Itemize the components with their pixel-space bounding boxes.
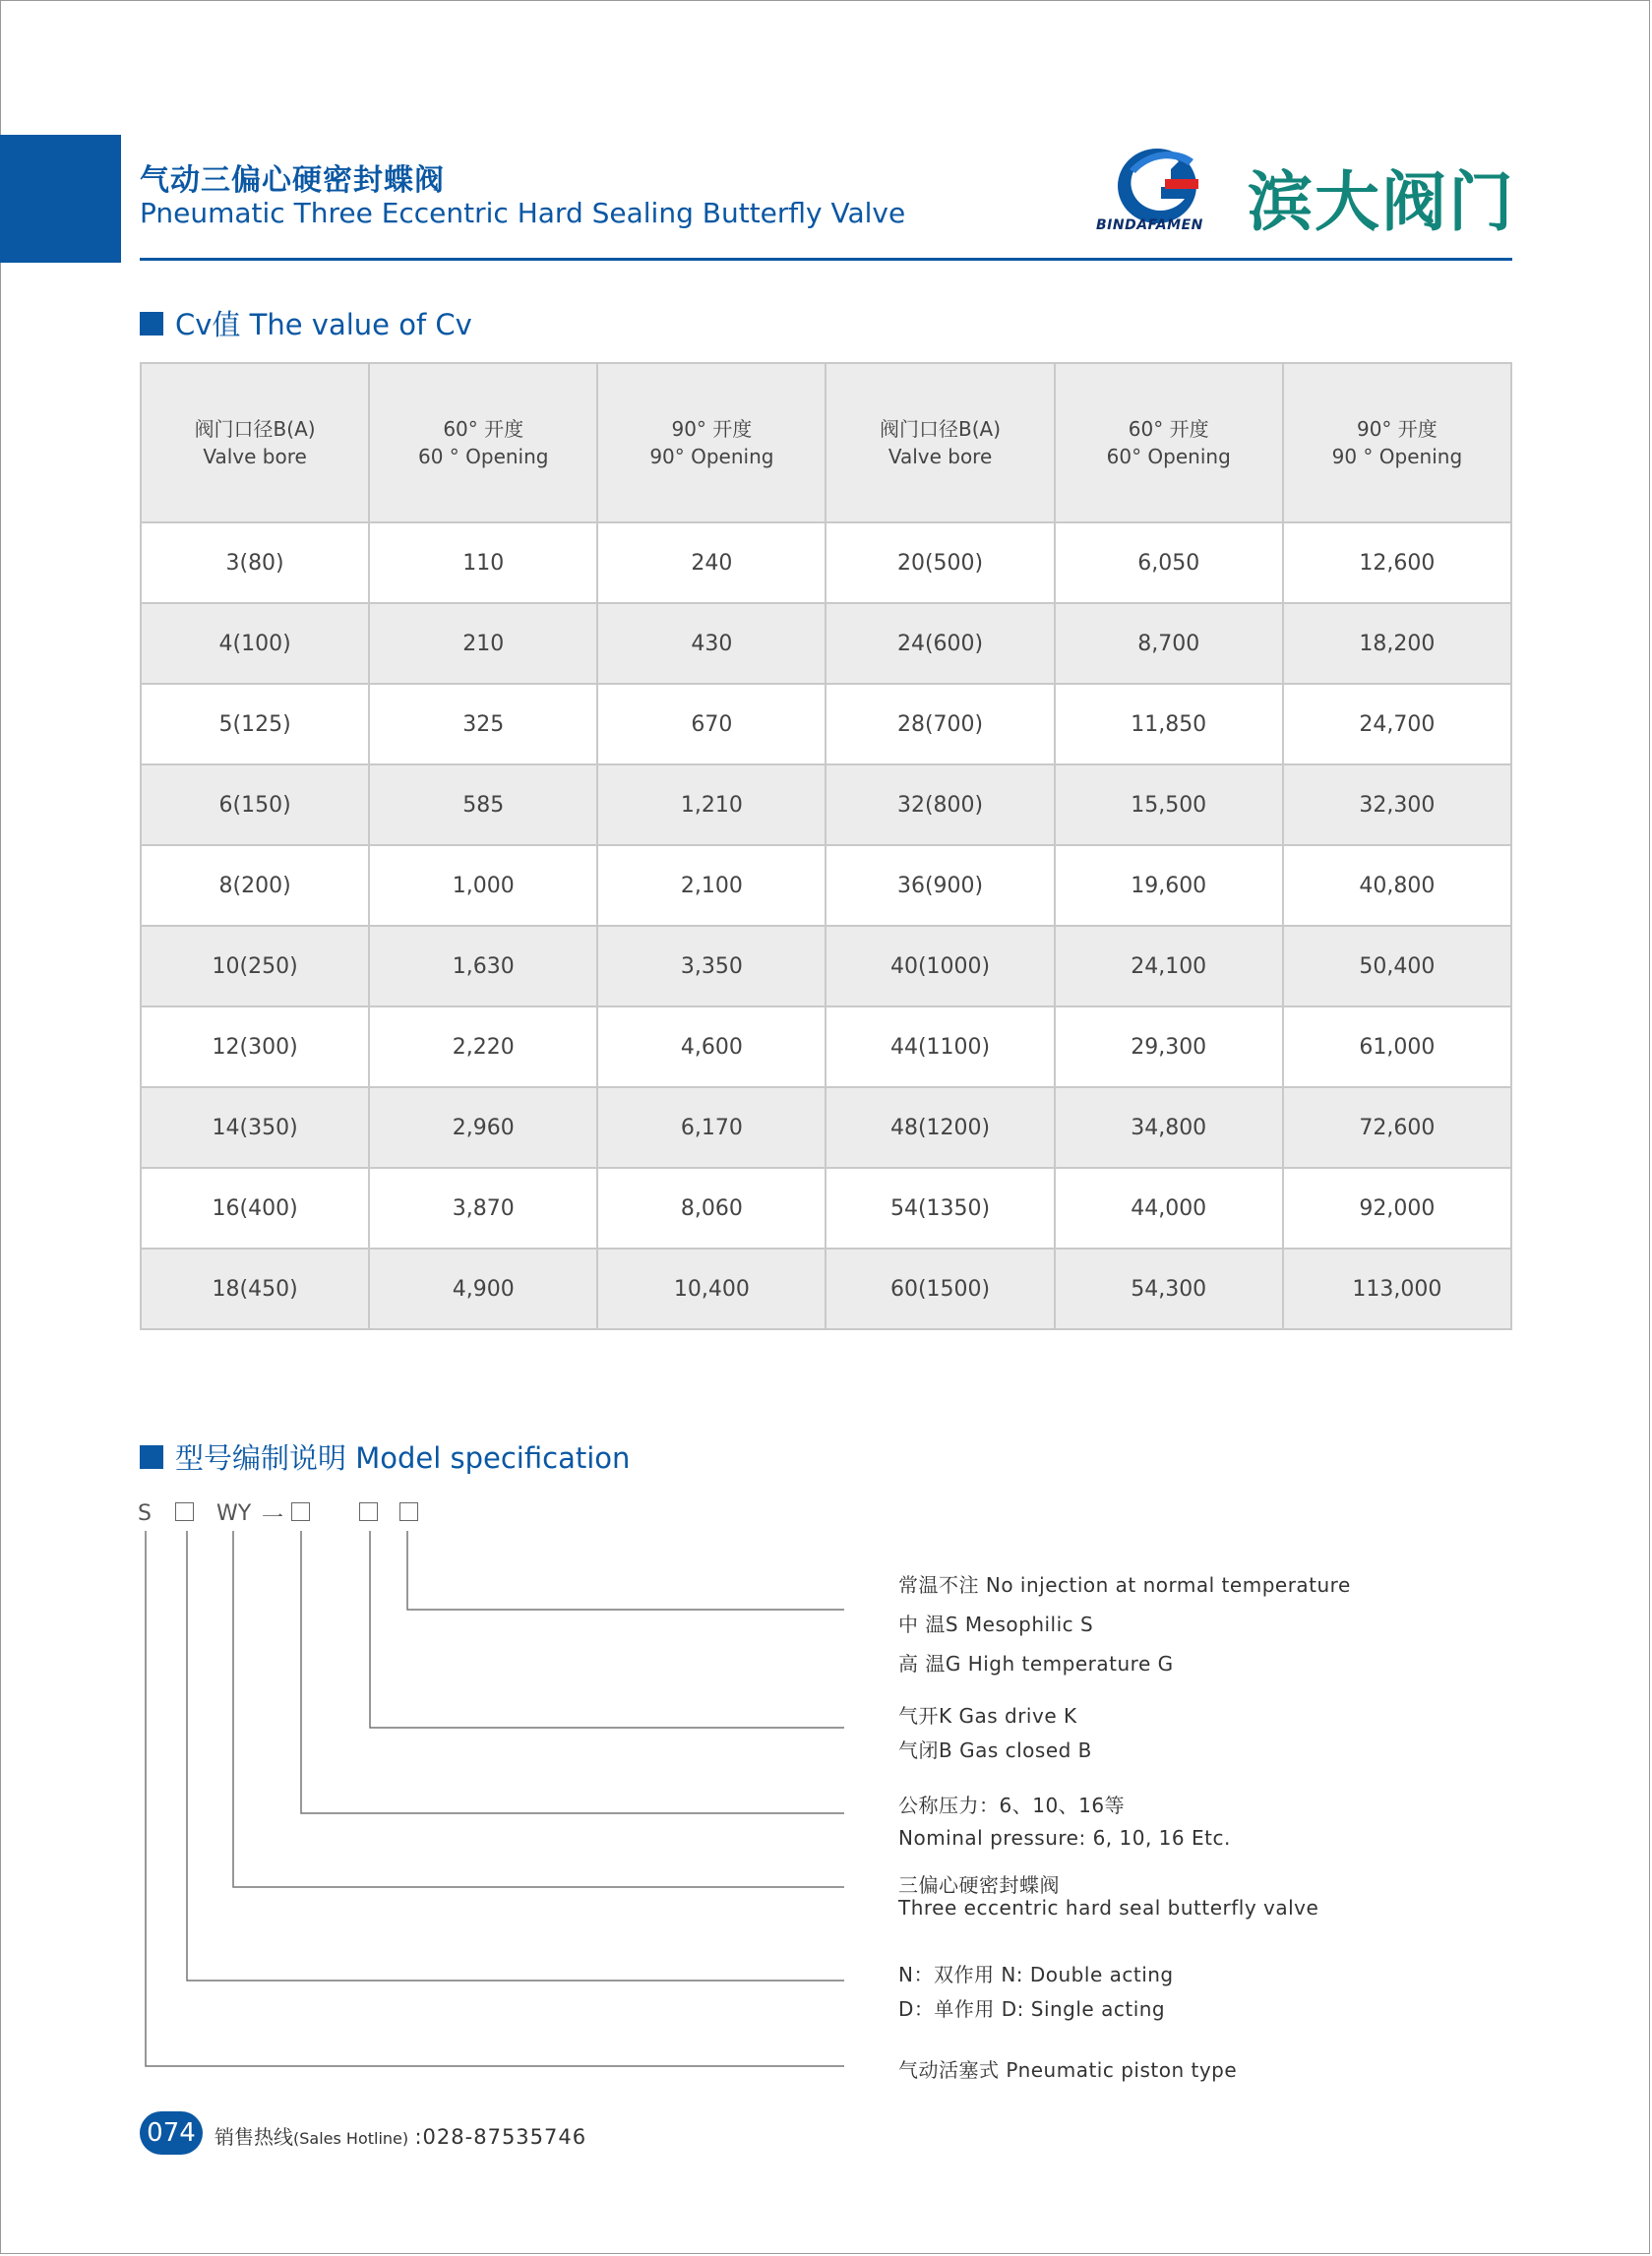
hotline-label-cn: 销售热线 xyxy=(214,2125,293,2149)
table-cell: 5(125) xyxy=(141,684,369,764)
table-cell: 240 xyxy=(597,522,826,603)
leader-line-type xyxy=(146,1531,844,2066)
table-cell: 28(700) xyxy=(826,684,1054,764)
table-cell: 36(900) xyxy=(826,845,1054,926)
spec-piston-type: 气动活塞式 Pneumatic piston type xyxy=(898,2058,1238,2082)
table-cell: 16(400) xyxy=(141,1168,369,1249)
table-cell: 585 xyxy=(369,764,597,845)
spec-gas-drive: 气开K Gas drive K xyxy=(898,1704,1077,1728)
table-cell: 3,350 xyxy=(597,926,826,1006)
table-cell: 2,960 xyxy=(369,1087,597,1168)
page-number-badge: 074 xyxy=(140,2111,203,2155)
table-cell: 60(1500) xyxy=(826,1249,1054,1329)
leader-line-series xyxy=(233,1531,844,1887)
spec-series-cn: 三偏心硬密封蝶阀 xyxy=(898,1873,1060,1897)
table-cell: 92,000 xyxy=(1283,1168,1511,1249)
table-cell: 4,600 xyxy=(597,1006,826,1087)
brand-name-en: BINDAFAMEN xyxy=(1096,217,1203,233)
spec-pressure-cn: 公称压力：6、10、16等 xyxy=(898,1794,1126,1817)
header-cn: 阀门口径B(A) xyxy=(880,417,1002,441)
table-cell: 32,300 xyxy=(1283,764,1511,845)
table-cell: 3(80) xyxy=(141,522,369,603)
header-en: 60° Opening xyxy=(1106,445,1231,468)
table-cell: 34,800 xyxy=(1055,1087,1283,1168)
hotline-number: :028-87535746 xyxy=(414,2125,587,2149)
leader-line-pressure xyxy=(301,1531,844,1813)
table-cell: 1,630 xyxy=(369,926,597,1006)
spec-single-acting: D：单作用 D: Single acting xyxy=(898,1997,1166,2021)
table-cell: 6(150) xyxy=(141,764,369,845)
table-cell: 110 xyxy=(369,522,597,603)
table-cell: 10(250) xyxy=(141,926,369,1006)
spec-gas-closed: 气闭B Gas closed B xyxy=(898,1738,1092,1762)
table-cell: 54(1350) xyxy=(826,1168,1054,1249)
header-cn: 阀门口径B(A) xyxy=(194,417,316,441)
table-cell: 430 xyxy=(597,603,826,684)
table-cell: 12(300) xyxy=(141,1006,369,1087)
table-cell: 18(450) xyxy=(141,1249,369,1329)
spec-series-en: Three eccentric hard seal butterfly valve xyxy=(898,1896,1319,1920)
table-cell: 72,600 xyxy=(1283,1087,1511,1168)
spec-double-acting: N：双作用 N: Double acting xyxy=(898,1963,1174,1986)
table-cell: 29,300 xyxy=(1055,1006,1283,1087)
hotline-label-en: (Sales Hotline) xyxy=(293,2129,409,2148)
table-cell: 8,700 xyxy=(1055,603,1283,684)
code-letter-wy: WY xyxy=(216,1501,252,1526)
table-cell: 15,500 xyxy=(1055,764,1283,845)
table-cell: 6,170 xyxy=(597,1087,826,1168)
table-cell: 2,220 xyxy=(369,1006,597,1087)
header-en: 90° Opening xyxy=(649,445,774,468)
table-cell: 40,800 xyxy=(1283,845,1511,926)
spec-pressure-en: Nominal pressure: 6, 10, 16 Etc. xyxy=(898,1826,1231,1850)
table-cell: 18,200 xyxy=(1283,603,1511,684)
code-dash: 一 xyxy=(262,1506,284,1531)
table-cell: 14(350) xyxy=(141,1087,369,1168)
table-cell: 210 xyxy=(369,603,597,684)
table-cell: 40(1000) xyxy=(826,926,1054,1006)
table-cell: 24,700 xyxy=(1283,684,1511,764)
brand-name-cn: 滨大阀门 xyxy=(1248,164,1515,240)
sales-hotline xyxy=(214,2121,586,2150)
spec-temp-mesophilic: 中 温S Mesophilic S xyxy=(898,1613,1094,1636)
spec-temp-normal: 常温不注 No injection at normal temperature xyxy=(898,1573,1351,1597)
header-cn: 90° 开度 xyxy=(1356,417,1438,441)
table-cell: 24,100 xyxy=(1055,926,1283,1006)
header-cn: 60° 开度 xyxy=(443,417,524,441)
code-letter-s: S xyxy=(138,1501,152,1526)
table-cell: 11,850 xyxy=(1055,684,1283,764)
table-cell: 8,060 xyxy=(597,1168,826,1249)
section-heading-model-text: 型号编制说明 Model specification xyxy=(175,1441,631,1475)
table-cell: 50,400 xyxy=(1283,926,1511,1006)
table-cell: 44,000 xyxy=(1055,1168,1283,1249)
spec-temp-high: 高 温G High temperature G xyxy=(898,1652,1174,1676)
header-en: Valve bore xyxy=(203,445,307,468)
header-en: 90 ° Opening xyxy=(1331,445,1463,468)
page-title-en: Pneumatic Three Eccentric Hard Sealing Butterfly Valve xyxy=(140,197,906,229)
table-cell: 12,600 xyxy=(1283,522,1511,603)
table-cell: 20(500) xyxy=(826,522,1054,603)
table-cell: 32(800) xyxy=(826,764,1054,845)
table-cell: 325 xyxy=(369,684,597,764)
table-cell: 4(100) xyxy=(141,603,369,684)
table-cell: 2,100 xyxy=(597,845,826,926)
header-en: Valve bore xyxy=(887,445,993,468)
table-cell: 19,600 xyxy=(1055,845,1283,926)
table-cell: 1,000 xyxy=(369,845,597,926)
table-cell: 48(1200) xyxy=(826,1087,1054,1168)
leader-line-temperature xyxy=(407,1531,844,1610)
table-cell: 61,000 xyxy=(1283,1006,1511,1087)
leader-line-drive xyxy=(370,1531,844,1728)
table-cell: 54,300 xyxy=(1055,1249,1283,1329)
table-cell: 10,400 xyxy=(597,1249,826,1329)
header-cn: 90° 开度 xyxy=(671,417,753,441)
header-cn: 60° 开度 xyxy=(1128,417,1209,441)
table-cell: 8(200) xyxy=(141,845,369,926)
leader-line-actuation xyxy=(187,1531,844,1981)
table-cell: 44(1100) xyxy=(826,1006,1054,1087)
table-cell: 113,000 xyxy=(1283,1249,1511,1329)
header-en: 60 ° Opening xyxy=(417,445,549,468)
table-cell: 3,870 xyxy=(369,1168,597,1249)
table-cell: 670 xyxy=(597,684,826,764)
page-title-cn: 气动三偏心硬密封蝶阀 xyxy=(140,163,445,198)
table-cell: 4,900 xyxy=(369,1249,597,1329)
section-heading-cv-text: Cv值 The value of Cv xyxy=(175,308,472,341)
table-cell: 6,050 xyxy=(1055,522,1283,603)
table-cell: 1,210 xyxy=(597,764,826,845)
table-cell: 24(600) xyxy=(826,603,1054,684)
